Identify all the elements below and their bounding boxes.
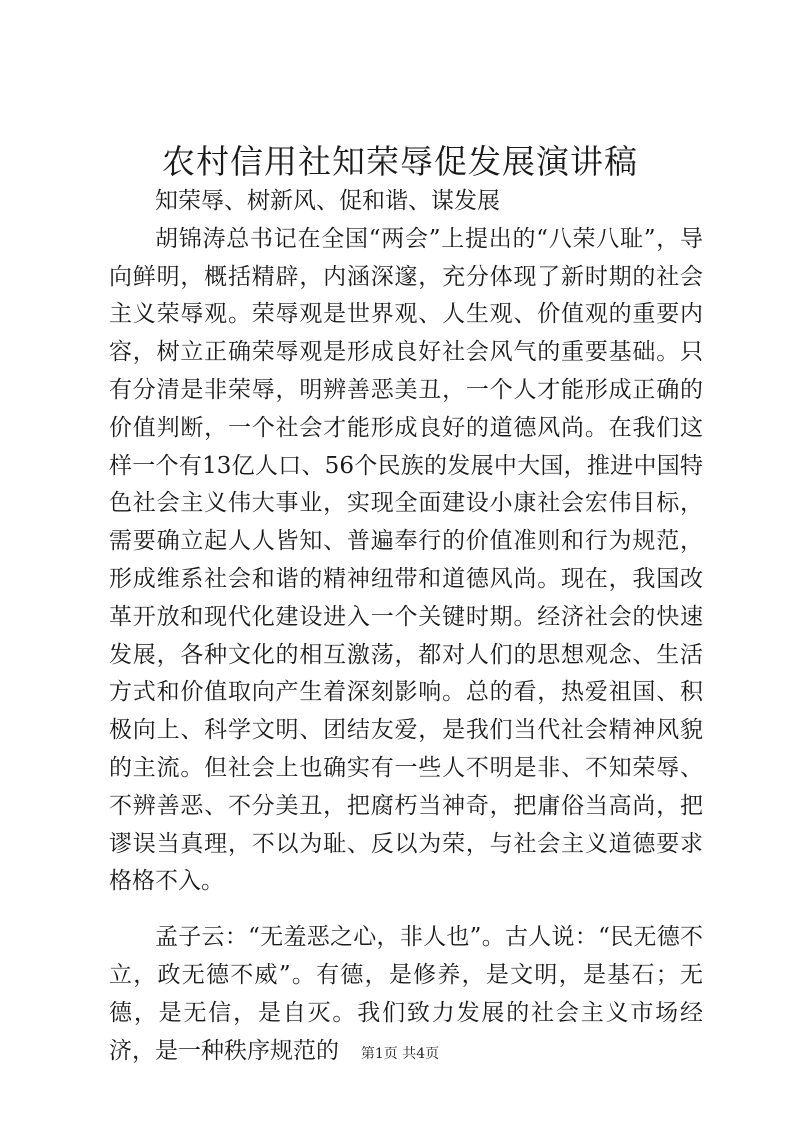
document-body [109,183,703,1070]
body-paragraph-1: 胡锦涛总书记在全国“两会”上提出的“八荣八耻”，导向鲜明，概括精辟，内涵深邃，充分体现了新时期的社会主义荣辱观。荣辱观是世界观、人生观、价值观的重要内容，树立正确荣辱观是形成良好社会风气的重要基础。只有分清是非荣辱，明辨善恶美丑，一个人才能形成正确的价值判断，一个社会才能形成良好的道德风尚。在我们这样一个有13亿人口、56个民族的发展中大国，推进中国特色社会主义伟大事业，实现全面建设小康社会宏伟目标，需要确立起人人皆知、普遍奉行的价值准则和行为规范，形成维系社会和谐的精神纽带和道德风尚。现在，我国改革开放和现代化建设进入一个关键时期。经济社会的快速发展，各种文化的相互激荡，都对人们的思想观念、生活方式和价值取向产生着深刻影响。总的看，热爱祖国、积极向上、科学文明、团结友爱，是我们当代社会精神风貌的主流。但社会上也确实有一些人不明是非、不知荣辱、不辨善恶、不分美丑，把腐朽当神奇，把庸俗当高尚，把谬误当真理，不以为耻、反以为荣，与社会主义道德要求格格不入。 [109,225,703,895]
body-paragraph-2: 孟子云：“无羞恶之心，非人也”。古人说：“民无德不立，政无德不威”。有德，是修养，是文明，是基石；无德，是无信，是自灭。我们致力发展的社会主义市场经济，是一种秩序规范的 [109,924,703,1064]
subtitle-paragraph: 知荣辱、树新风、促和谐、谋发展 [155,188,500,214]
document-title: 农村信用社知荣辱促发展演讲稿 [162,142,638,181]
page-footer: 第1页 共4页 [360,1046,440,1062]
